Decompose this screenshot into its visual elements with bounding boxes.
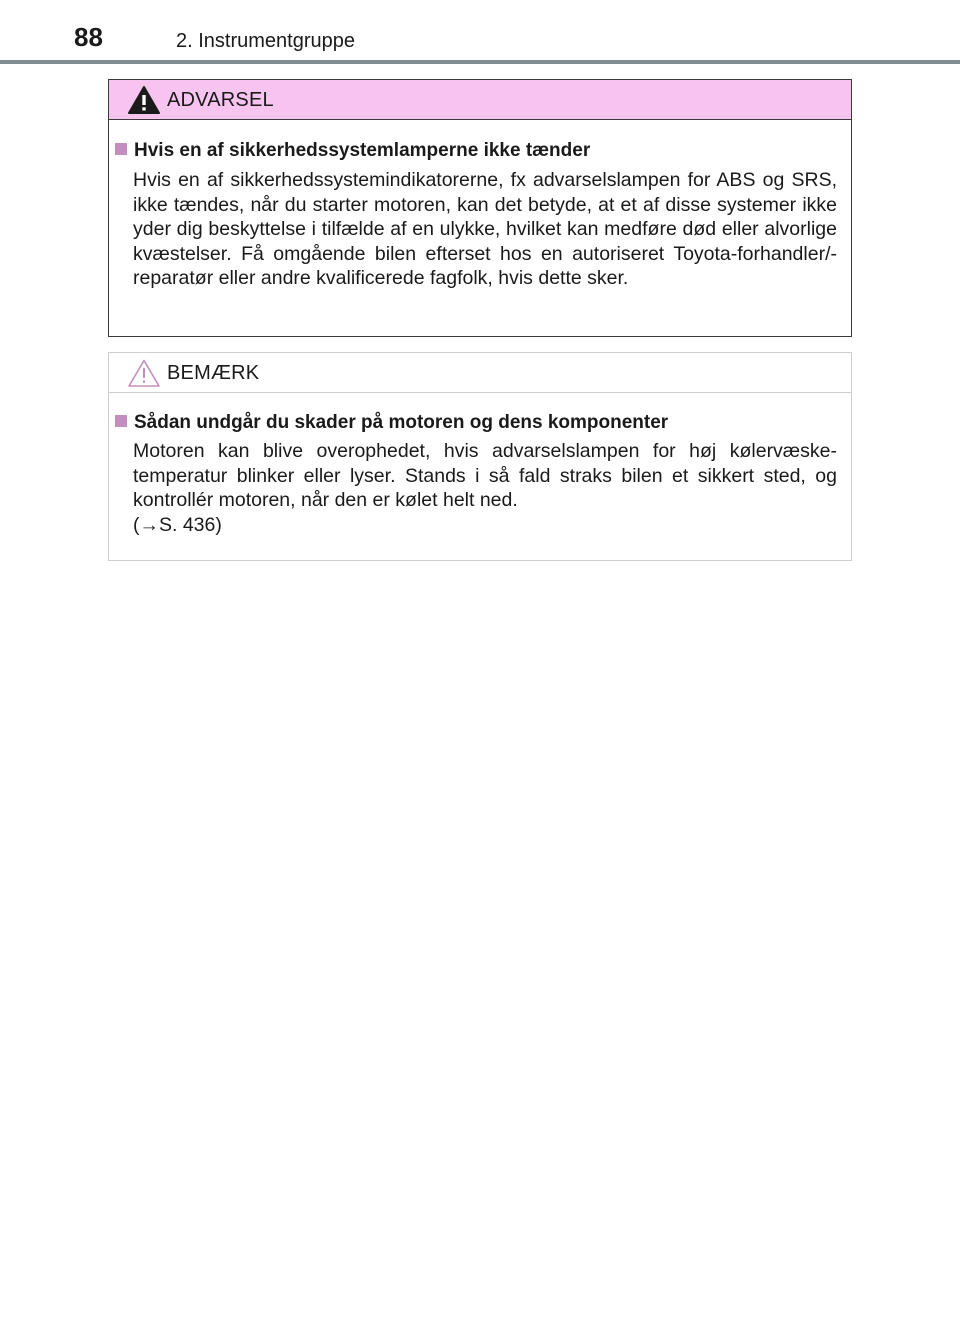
warning-triangle-icon: [127, 85, 161, 115]
notice-box-header: [109, 353, 851, 393]
warning-label: ADVARSEL: [167, 89, 274, 111]
notice-item-heading: [115, 412, 668, 434]
notice-item-text: Motoren kan blive overophedet, hvis advarselslampen for høj kølervæske-temperatur blinker eller lyser. Stands i så fald straks bilen et sikkert sted, og kontrollér motoren, når den er kølet helt ned.: [133, 440, 837, 511]
header-rule: [0, 60, 960, 64]
warning-item-heading: [115, 140, 590, 162]
warning-item-text: Hvis en af sikkerhedssystemindikatorerne, fx advarselslampen for ABS og SRS, ikke tændes, når du starter motoren, kan det betyde, at et af disse systemer ikke yder dig beskyttelse i tilfælde af en ulykke, hvilket kan medføre død eller alvorlige kvæstelser. Få omgående bilen efterset hos en autoriseret Toyota-forhandler/-reparatør eller andre kvalificerede fagfolk, hvis dette sker.: [133, 169, 837, 289]
notice-label: BEMÆRK: [167, 362, 260, 384]
notice-box: [108, 352, 852, 561]
warning-item-title: Hvis en af sikkerhedssystemlamperne ikke tænder: [134, 140, 591, 161]
notice-item-body: [133, 439, 837, 537]
square-bullet-icon: [115, 415, 127, 427]
page-number: 88: [74, 22, 103, 52]
caution-triangle-icon: [127, 358, 161, 388]
page-reference-link[interactable]: (→S. 436): [133, 513, 222, 536]
section-title: 2. Instrumentgruppe: [176, 30, 355, 52]
notice-item-title: Sådan undgår du skader på motoren og dens komponenter: [134, 412, 669, 433]
page-header: [0, 0, 960, 64]
warning-box: [108, 79, 852, 337]
square-bullet-icon: [115, 143, 127, 155]
warning-box-header: [109, 80, 851, 120]
